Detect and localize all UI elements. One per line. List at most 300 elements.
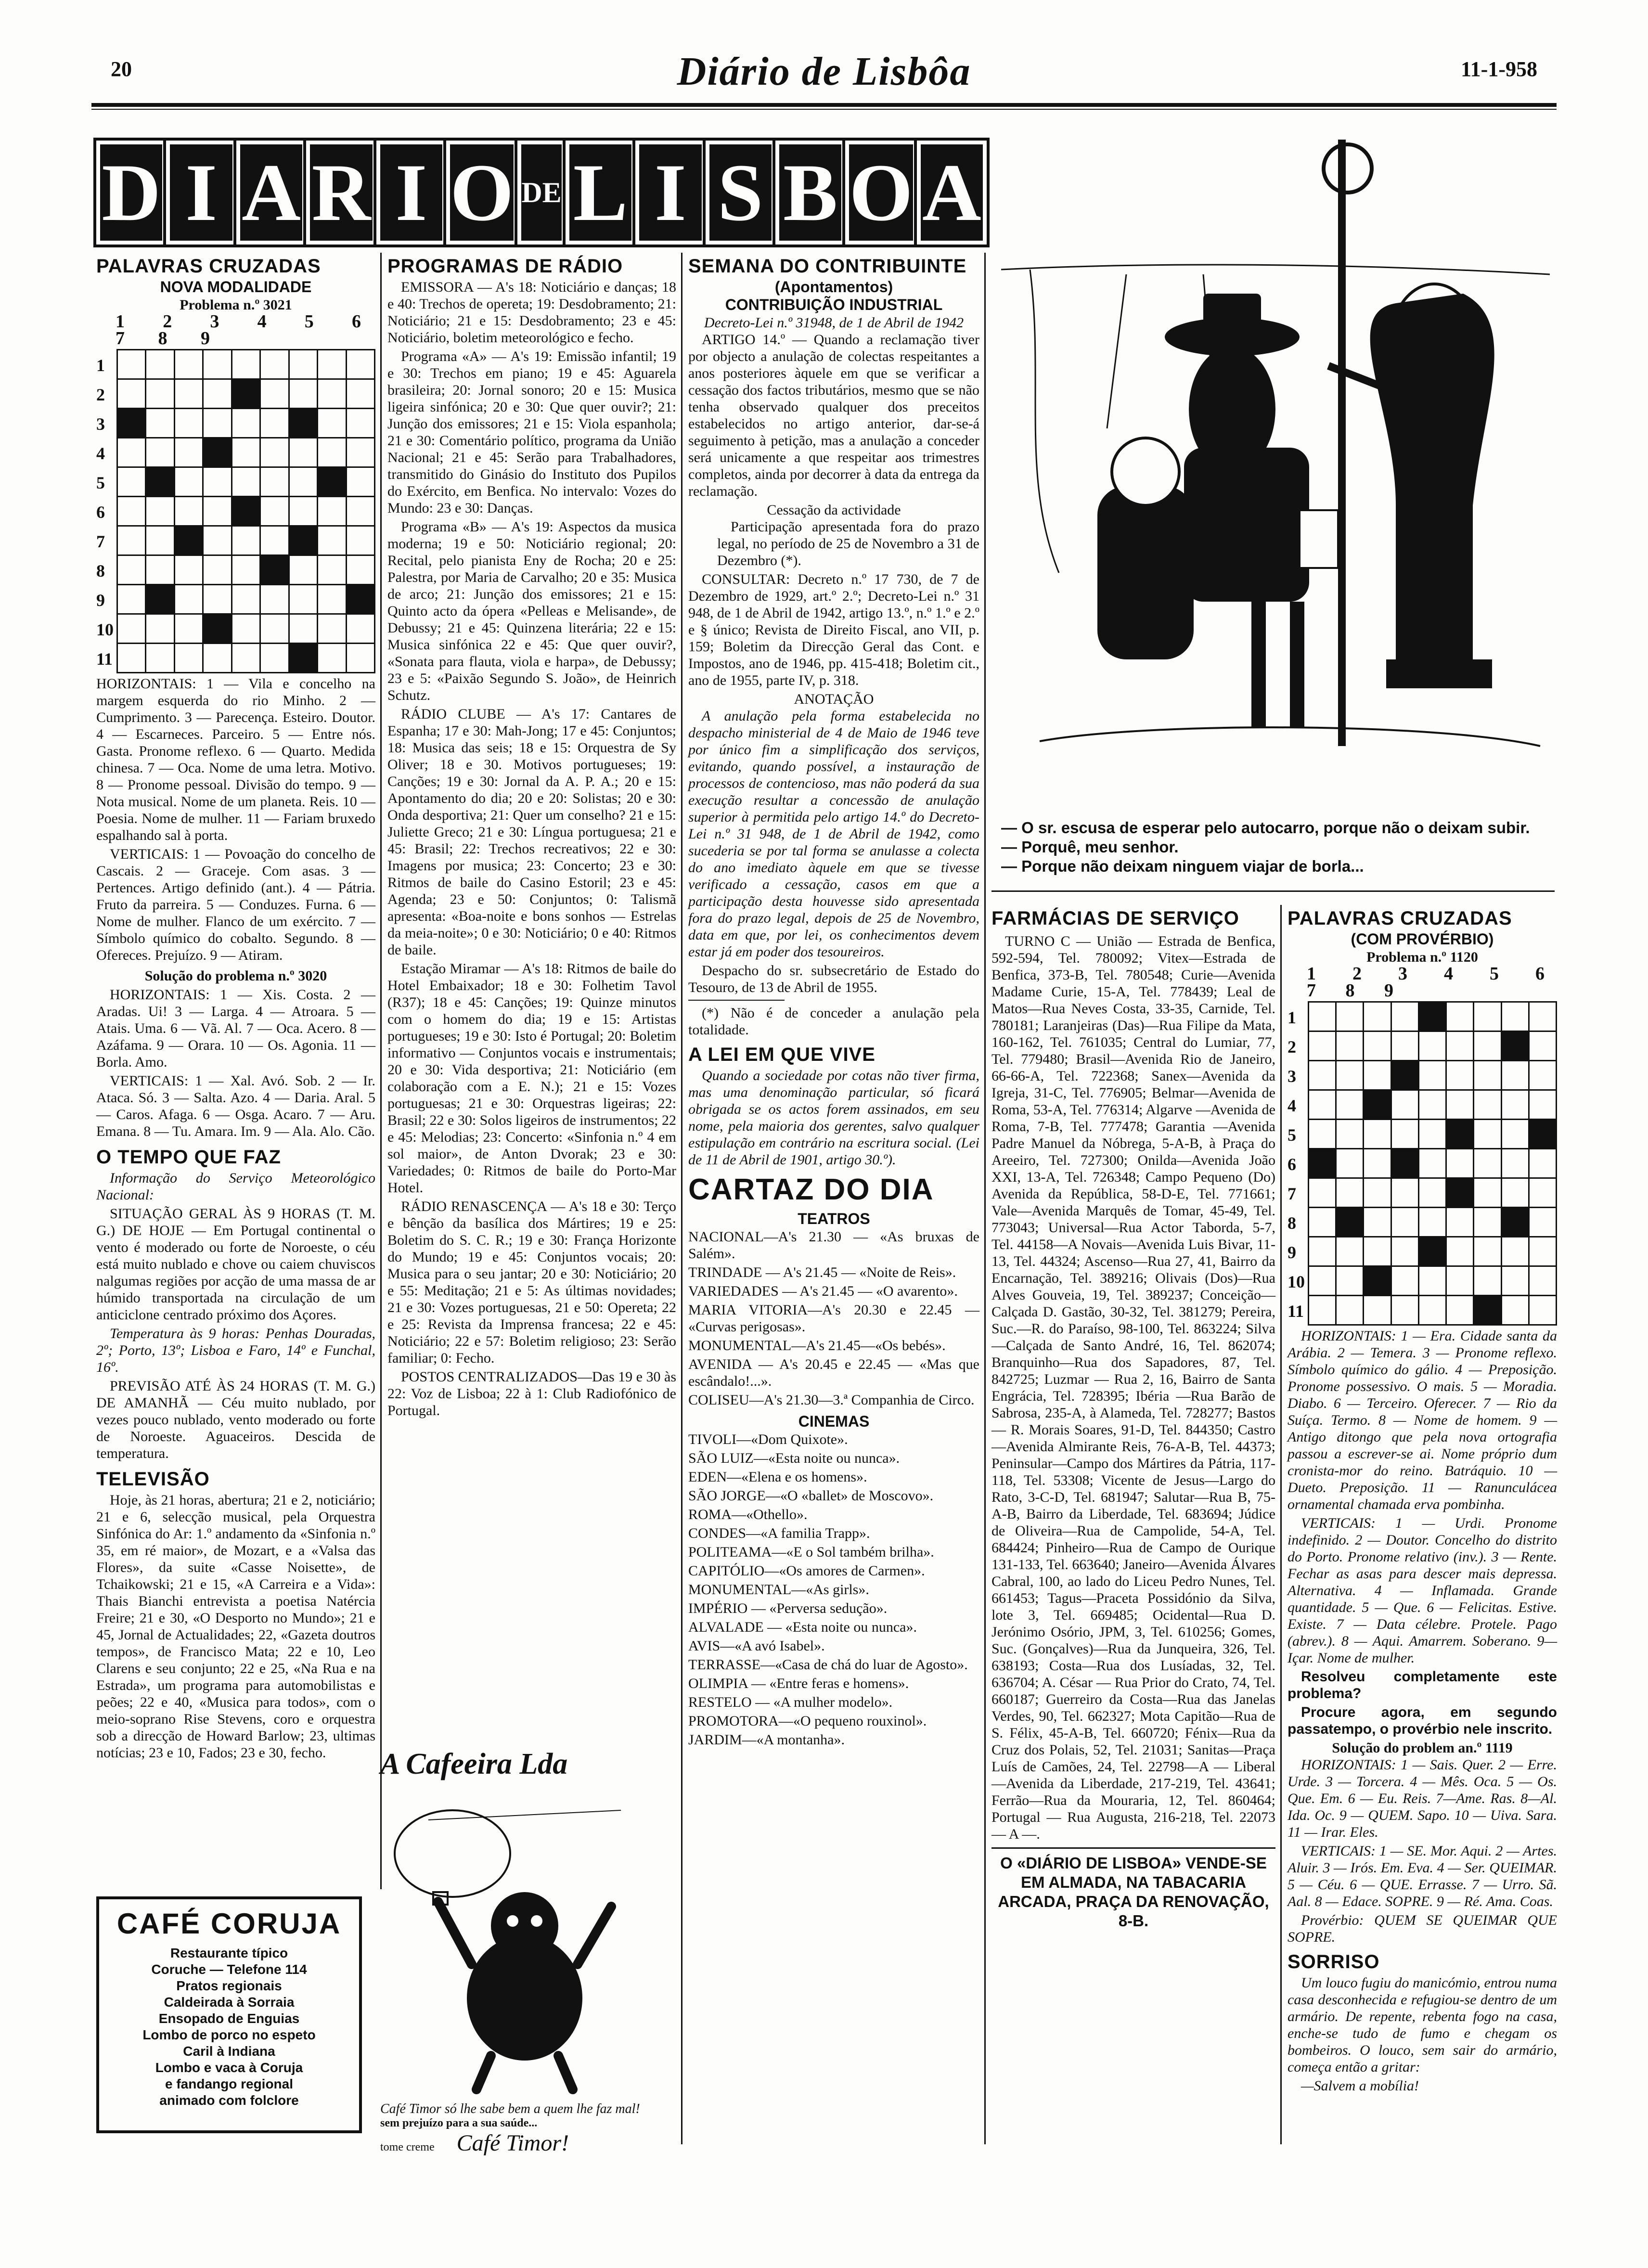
crossword-cell[interactable] <box>346 614 375 644</box>
crossword-cell[interactable] <box>1391 1178 1418 1208</box>
crossword-cell[interactable] <box>1474 1002 1501 1031</box>
crossword-cell[interactable] <box>146 644 174 673</box>
crossword-cell[interactable] <box>1391 1149 1418 1178</box>
crossword-left-row-numbers <box>96 351 114 674</box>
crossword-cell[interactable] <box>1418 1178 1446 1208</box>
crossword-cell[interactable] <box>1446 1090 1474 1120</box>
farmacias-text: TURNO C — União — Estrada de Benfica, 592-594, Tel. 780092; Vitex—Estrada de Benfica, 373-B, Tel. 780548; Curie—Avenida Madame Curie, 15-A, Tel. 778439; Leal de Matos—Rua Neves Costa, 33-35, Carnide, Tel. 780181; Laranjeiras (Das)—Rua Filipe da Mata, 160-162, Tel. 761035; Central do Lumiar, 77, Tel. 779480; Brasil—Avenida Rio de Janeiro, 66-66-A, Tel. 722368; Sanex—Avenida da Igreja, 31-C, Tel. 776905; Belmar—Avenida de Roma, 53-A, Tel. 776314; Algarve —Avenida de Roma, 7-B, Tel. 777478; Garantia —Avenida Padre Manuel da Nóbrega, 5-A-B, à Praça do Areeiro, Tel. 727300; Onilda—Avenida João XXI, 13-A, Tel. 726348; Campo Pequeno (Do) Avenida da República, 58-D-E, Tel. 771661; Vale—Avenida Marquês de Tomar, 45-49, Tel. 773043; Universal—Rua Actor Taborda, 5-7, Tel. 44158—A Novais—Avenida Luis Bivar, 11-13, Tel. 44324; Ascenso—Rua 27, 41, Bairro da Encarnação, Tel. 389216; Olivais (Dos)—Rua Alves Gouveia, 19, Tel. 389237; Conceição—Calçada D. Gastão, 30-32, Tel. 381279; Pereira, Suc.—R. do Paraíso, 98-100, Tel. 863224; Silva—Calçada de Santo André, 16, Tel. 862074; Branquinho—Rua dos Sapadores, 87, Tel. 842725; Luzmar — Rua 2, 16, Bairro de Santa Engrácia, Tel. 728395; Ibéria —Rua Barão de Sabrosa, 235-A, à Alameda, Tel. 728277; Bastos — R. Morais Soares, 91-D, Tel. 844350; Castro—Avenida Almirante Reis, 76-A-B, Tel. 44373; Peninsular—Campo dos Mártires da Pátria, 117-118, Tel. 53308; Vicente de Jesus—Largo do Rato, 3-C-D, Tel. 681947; Salutar—Rua B, 75-A-B, Bairro da Liberdade, Tel. 683694; Júdice de Oliveira—Rua de Campolide, 54-A, Tel. 684424; Pinheiro—Rua de Campo de Ourique 131-133, Tel. 663640; Janeiro—Avenida Álvares Cabral, 100, ao lado do Liceu Pedro Nunes, Tel. 661453; Tagus—Praceta Possidónio da Silva, lote 3, Tel. 669485; Ocidental—Rua D. Jerónimo Osório, JPM, 3, Tel. 610256; Gomes, Suc. (Gonçalves)—Rua da Junqueira, 326, Tel. 638193; Costa—Rua dos Lusíadas, 32, Tel. 636704; A. César — Rua Prior do Crato, 74, Tel. 660187; Guerreiro da Costa—Rua das Janelas Verdes, 90, Tel. 662327; Mota Capitão—Rua de S. Félix, 45-A-B, Tel. 660720; Fénix—Rua da Cruz dos Polais, 52, Tel. 21031; Sanitas—Praça Luís de Camões, 24, Tel. 22798—A — Liberal—Avenida da Liberdade, 217-219, Tel. 43641; Ferrão—Rua da Mouraria, 12, Tel. 860464; Portugal — Rua Augusta, 216-218, Tel. 22073 — A —. <box>991 933 1275 1842</box>
contribuinte-quote: Participação apresentada fora do prazo legal, no período de 25 de Novembro a 31 de Dezembro (*). <box>717 519 979 568</box>
crossword-cell[interactable] <box>1309 1002 1336 1031</box>
crossword-cell[interactable] <box>1309 1120 1336 1149</box>
crossword-row-number: 4 <box>1288 1096 1296 1115</box>
crossword-cell[interactable] <box>1501 1031 1529 1061</box>
crossword-cell[interactable] <box>1391 1237 1418 1266</box>
crossword-cell[interactable] <box>1501 1178 1529 1208</box>
crossword-cell[interactable] <box>1418 1002 1446 1031</box>
crossword-cell[interactable] <box>1529 1090 1556 1120</box>
crossword-left-col-numbers: 1 2 3 4 5 6 7 8 9 <box>116 311 375 348</box>
crossword-cell[interactable] <box>117 438 146 467</box>
crossword-right-solution-h: HORIZONTAIS: 1 — Sais. Quer. 2 — Erre. Urde. 3 — Torcera. 4 — Mês. Oca. 5 — Os. Que. Em. 6 — Eu. Reis. 7—Ame. Ras. 8—Al. Ida. Oc. 9 — QUEM. Sapo. 10 — Uiva. Sara. 11 — Irar. Eles. <box>1288 1757 1557 1840</box>
banner-letter: S <box>706 141 775 245</box>
crossword-cell[interactable] <box>1474 1031 1501 1061</box>
crossword-cell[interactable] <box>1474 1090 1501 1120</box>
cinema-listing: IMPÉRIO — «Perversa sedução». <box>688 1600 888 1616</box>
crossword-cell[interactable] <box>260 438 289 467</box>
crossword-cell[interactable] <box>232 644 260 673</box>
crossword-cell[interactable] <box>1474 1266 1501 1296</box>
crossword-cell[interactable] <box>203 614 232 644</box>
cinema-listing: SÃO JORGE—«O «ballet» de Moscovo». <box>688 1488 934 1504</box>
crossword-cell[interactable] <box>289 467 317 497</box>
crossword-cell[interactable] <box>1474 1237 1501 1266</box>
tempo-p2: Temperatura às 9 horas: Penhas Douradas, 2º; Porto, 13º; Lisboa e Faro, 14º e Funchal, 16º. <box>96 1326 375 1375</box>
crossword-cell[interactable] <box>260 555 289 585</box>
crossword-cell[interactable] <box>1391 1002 1418 1031</box>
cinema-listing: CAPITÓLIO—«Os amores de Carmen». <box>688 1563 925 1579</box>
teatro-listing: VARIEDADES — A's 21.45 — «O avarento». <box>688 1283 958 1299</box>
cartoon-rule <box>991 890 1555 892</box>
crossword-cell[interactable] <box>1418 1120 1446 1149</box>
teatro-listing: COLISEU—A's 21.30—3.ª Companhia de Circo. <box>688 1392 975 1408</box>
crossword-cell[interactable] <box>1529 1208 1556 1237</box>
cafe-coruja-line: Caldeirada à Sorraia <box>164 1995 295 2010</box>
crossword-cell[interactable] <box>1309 1031 1336 1061</box>
sorriso-title: SORRISO <box>1288 1951 1380 1972</box>
crossword-cell[interactable] <box>1446 1149 1474 1178</box>
crossword-cell[interactable] <box>203 644 232 673</box>
crossword-cell[interactable] <box>117 585 146 614</box>
crossword-cell[interactable] <box>1336 1237 1364 1266</box>
crossword-cell[interactable] <box>1474 1120 1501 1149</box>
crossword-right-horizontais: HORIZONTAIS: 1 — Era. Cidade santa da Arábia. 2 — Temera. 3 — Pronome reflexo. Símbolo químico do gálio. 4 — Preposição. Pronome possessivo. O mais. 5 — Moradia. Diabo. 6 — Terceiro. Oferecer. 7 — Rio da Suíça. Termo. 8 — Nome de homem. 9 — Antigo ditongo que pela nova ortografia passou a escrever-se ai. Nome próprio dum cronista-mor do reino. Batráquio. 10 — Dueto. Preposição. 11 — Ranunculácea ornamental chamada erva pombinha. <box>1288 1328 1557 1512</box>
crossword-cell[interactable] <box>260 614 289 644</box>
crossword-cell[interactable] <box>1364 1266 1391 1296</box>
crossword-cell[interactable] <box>346 497 375 526</box>
almada-notice: O «DIÁRIO DE LISBOA» VENDE-SE EM ALMADA, NA TABACARIA ARCADA, PRAÇA DA RENOVAÇÃO, 8-B. <box>998 1854 1269 1930</box>
crossword-cell[interactable] <box>1529 1178 1556 1208</box>
crossword-right-grid[interactable] <box>1308 1001 1557 1326</box>
crossword-cell[interactable] <box>1446 1178 1474 1208</box>
crossword-right-solution-v: VERTICAIS: 1 — SE. Mor. Aqui. 2 — Artes. Aluir. 3 — Irós. Em. Eva. 4 — Ser. QUEIMAR. 5 — Céu. 6 — QUE. Errasse. 7 — Urro. Sã. Aal. 8 — Edace. SOPRE. 9 — Ré. Ama. Coas. <box>1288 1843 1557 1909</box>
crossword-cell[interactable] <box>346 555 375 585</box>
crossword-cell[interactable] <box>232 585 260 614</box>
crossword-cell[interactable] <box>146 555 174 585</box>
crossword-right-proverbio: Provérbio: QUEM SE QUEIMAR QUE SOPRE. <box>1288 1912 1557 1945</box>
crossword-cell[interactable] <box>1529 1120 1556 1149</box>
crossword-cell[interactable] <box>146 526 174 555</box>
crossword-cell[interactable] <box>1336 1061 1364 1090</box>
crossword-cell[interactable] <box>1309 1061 1336 1090</box>
crossword-right-row-numbers <box>1288 1003 1305 1326</box>
cafe-coruja-lines <box>99 1945 359 2109</box>
crossword-cell[interactable] <box>289 585 317 614</box>
crossword-cell[interactable] <box>1336 1266 1364 1296</box>
crossword-cell[interactable] <box>1474 1149 1501 1178</box>
crossword-left-problem: Problema n.º 3021 <box>180 297 292 313</box>
cinemas-title: CINEMAS <box>798 1413 870 1430</box>
farmacias-title: FARMÁCIAS DE SERVIÇO <box>991 908 1239 929</box>
crossword-cell[interactable] <box>260 409 289 438</box>
crossword-cell[interactable] <box>1418 1266 1446 1296</box>
crossword-cell[interactable] <box>260 350 289 379</box>
crossword-cell[interactable] <box>1336 1002 1364 1031</box>
crossword-cell[interactable] <box>174 526 203 555</box>
contribuinte-nota: (*) Não é de conceder a anulação pela totalidade. <box>688 1005 979 1038</box>
cinema-listing: JARDIM—«A montanha». <box>688 1732 845 1748</box>
crossword-cell[interactable] <box>1501 1237 1529 1266</box>
crossword-cell[interactable] <box>1391 1208 1418 1237</box>
radio-paragraph: RÁDIO RENASCENÇA — A's 18 e 30: Terço e bênção da basílica dos Mártires; 19 e 25: Boletim do S. C. R.; 19 e 30: França Horizonte do Mundo; 19 e 45: Conjuntos vocais; 20: Musica para o seu jantar; 20 e 30: Noticiário; 20 e 55: Meditação; 21 e 5: As últimas novidades; 21 e 30: Vozes portuguesas, 21 e 50: Opereta; 22 e 25: Revista da Imprensa francesa; 22 e 45: Noticiário; 22 e 57: Boletim religioso; 23: Serão familiar; 0: Fecho. <box>387 1198 676 1366</box>
crossword-cell[interactable] <box>318 409 346 438</box>
crossword-cell[interactable] <box>260 585 289 614</box>
crossword-cell[interactable] <box>1446 1237 1474 1266</box>
crossword-cell[interactable] <box>117 644 146 673</box>
crossword-cell[interactable] <box>318 526 346 555</box>
radio-paragraph: Programa «A» — A's 19: Emissão infantil; 19 e 30: Trechos em piano; 19 e 45: Aguarela brasileira; 20: Jornal sonoro; 20 e 15: Musica ligeira sinfónica; 20 e 30: Que quer ouvir?; 21: Junção dos emissores; 21 e 15: Viola espanhola; 21 e 30: Comentário político, programa da União Nacional; 21 e 45: Serão para Trabalhadores, transmitido do Ginásio do Instituto dos Pupilos do Exército, em Benfica. No intervalo: Vozes do Mundo: 23 e 30: Danças. <box>387 348 676 516</box>
crossword-cell[interactable] <box>203 350 232 379</box>
crossword-cell[interactable] <box>174 379 203 409</box>
crossword-cell[interactable] <box>346 585 375 614</box>
crossword-cell[interactable] <box>289 438 317 467</box>
crossword-cell[interactable] <box>289 379 317 409</box>
crossword-cell[interactable] <box>1309 1296 1336 1325</box>
crossword-cell[interactable] <box>1336 1149 1364 1178</box>
crossword-cell[interactable] <box>346 438 375 467</box>
crossword-left-solution-h: HORIZONTAIS: 1 — Xis. Costa. 2 — Aradas. Ui! 3 — Larga. 4 — Atroara. 5 — Atais. Uma. 6 — Vã. Al. 7 — Oca. Acero. 8 — Azáfama. 9 — Orara. 10 — Os. Agonia. 11 — Borla. Amo. <box>96 987 375 1070</box>
tempo-p1: SITUAÇÃO GERAL ÀS 9 HORAS (T. M. G.) DE HOJE — Em Portugal continental o vento é moderado ou forte de Noroeste, o céu está muito nublado e chove ou caiem chuviscos nalgumas regiões por acção de uma massa de ar húmido transportada na circulação de um anticiclone centrado próximo dos Açores. <box>96 1206 375 1323</box>
cafe-timor-illustration <box>380 1781 669 2099</box>
crossword-cell[interactable] <box>260 526 289 555</box>
crossword-cell[interactable] <box>232 350 260 379</box>
crossword-cell[interactable] <box>1529 1266 1556 1296</box>
banner-letter: I <box>376 141 446 245</box>
page-number: 20 <box>111 57 132 81</box>
column-divider <box>380 253 382 1889</box>
contribuinte-sub2: CONTRIBUIÇÃO INDUSTRIAL <box>725 296 943 313</box>
issue-date: 11-1-958 <box>1461 57 1537 81</box>
crossword-cell[interactable] <box>346 379 375 409</box>
crossword-cell[interactable] <box>174 409 203 438</box>
crossword-cell[interactable] <box>1336 1208 1364 1237</box>
crossword-cell[interactable] <box>1446 1266 1474 1296</box>
crossword-cell[interactable] <box>1501 1149 1529 1178</box>
crossword-cell[interactable] <box>117 526 146 555</box>
crossword-row-number: 1 <box>96 356 105 375</box>
crossword-cell[interactable] <box>232 555 260 585</box>
crossword-cell[interactable] <box>1418 1237 1446 1266</box>
cafe-coruja-line: Coruche — Telefone 114 <box>151 1962 307 1977</box>
crossword-cell[interactable] <box>1364 1002 1391 1031</box>
crossword-cell[interactable] <box>146 497 174 526</box>
crossword-cell[interactable] <box>146 350 174 379</box>
crossword-cell[interactable] <box>1336 1090 1364 1120</box>
cafe-timor-slogan: Café Timor só lhe sabe bem a quem lhe faz mal! <box>380 2101 640 2116</box>
crossword-cell[interactable] <box>1364 1061 1391 1090</box>
crossword-cell[interactable] <box>1418 1061 1446 1090</box>
crossword-row-number: 5 <box>96 473 105 492</box>
crossword-cell[interactable] <box>260 644 289 673</box>
crossword-cell[interactable] <box>318 555 346 585</box>
crossword-cell[interactable] <box>174 644 203 673</box>
column-divider <box>681 253 682 2144</box>
crossword-cell[interactable] <box>1391 1296 1418 1325</box>
crossword-cell[interactable] <box>1391 1266 1418 1296</box>
crossword-left-verticais: VERTICAIS: 1 — Povoação do concelho de Cascais. 2 — Graceje. Com asas. 3 — Pertences. Artigo definido (ant.). 4 — Pátria. Fruto da parreira. 5 — Conduzes. Furna. 6 — Nome de mulher. Flanco de um exército. 7 — Símbolo químico do cobalto. Segundo. 8 — Ofereces. Prejuízo. 9 — Atiram. <box>96 846 375 963</box>
crossword-row-number: 10 <box>96 620 114 639</box>
crossword-cell[interactable] <box>1501 1090 1529 1120</box>
contribuinte-p1: ARTIGO 14.º — Quando a reclamação tiver por objecto a anulação de colectas respeitantes a anos posteriores àquele em que se verificar a cessação dos factos tributários, mesmo que se não tenha observado qualquer dos preceitos estabelecidos no artigo anterior, dar-se-á seguimento à petição, mas a anulação a conceder será unicamente a que respeitar aos trimestres completos, ainda por decorrer à data da entrega da reclamação. <box>688 332 979 499</box>
crossword-cell[interactable] <box>117 497 146 526</box>
crossword-cell[interactable] <box>117 467 146 497</box>
crossword-cell[interactable] <box>318 467 346 497</box>
crossword-cell[interactable] <box>203 526 232 555</box>
crossword-cell[interactable] <box>318 614 346 644</box>
cartoon-caption-3: — Porque não deixam ninguem viajar de borla... <box>1001 857 1364 875</box>
crossword-cell[interactable] <box>346 526 375 555</box>
crossword-right-resolveu: Resolveu completamente este problema? <box>1288 1669 1557 1701</box>
crossword-right-procure: Procure agora, em segundo passatempo, o provérbio nele inscrito. <box>1288 1704 1557 1737</box>
crossword-cell[interactable] <box>1391 1061 1418 1090</box>
crossword-cell[interactable] <box>1418 1208 1446 1237</box>
lei-title: A LEI EM QUE VIVE <box>688 1044 876 1065</box>
crossword-cell[interactable] <box>146 379 174 409</box>
crossword-cell[interactable] <box>289 409 317 438</box>
radio-paragraph: Estação Miramar — A's 18: Ritmos de baile do Hotel Embaixador; 18 e 30: Folhetim Tavol (R37); 18 e 45: Canções; 19: Quinze minutos com o homem do dia; 19 e 15: Artistas portugueses; 19 e 30: Isto é Portugal; 20: Boletim informativo — Conjuntos vocais e instrumentais; 20 e 30: Vida desportiva; 21: Noticiário (em colaboração com a E. N.); 21 e 15: Vozes portuguesas; 21 e 30: Orquestras ligeiras; 22: Brasil; 22 e 30: Solos ligeiros de instrumentos; 22 e 45: Melodias; 23: Concerto: «Sinfonia n.º 4 em sol maior», de Anton Dvorak; 23 e 30: Variedades; 0: Ritmos de baile do Porto-Mar Hotel. <box>387 961 676 1196</box>
crossword-cell[interactable] <box>1309 1090 1336 1120</box>
crossword-cell[interactable] <box>1364 1237 1391 1266</box>
crossword-cell[interactable] <box>1418 1090 1446 1120</box>
crossword-cell[interactable] <box>1309 1178 1336 1208</box>
teatro-listing: MONUMENTAL—A's 21.45—«Os bebés». <box>688 1338 946 1353</box>
contribuinte-title: SEMANA DO CONTRIBUINTE <box>688 256 967 277</box>
crossword-cell[interactable] <box>174 467 203 497</box>
crossword-cell[interactable] <box>289 555 317 585</box>
crossword-cell[interactable] <box>289 350 317 379</box>
crossword-cell[interactable] <box>117 350 146 379</box>
crossword-cell[interactable] <box>260 497 289 526</box>
crossword-cell[interactable] <box>1501 1296 1529 1325</box>
crossword-cell[interactable] <box>1391 1090 1418 1120</box>
crossword-cell[interactable] <box>289 644 317 673</box>
contribuinte-anotacao-title: ANOTAÇÃO <box>794 691 874 707</box>
crossword-cell[interactable] <box>260 467 289 497</box>
crossword-cell[interactable] <box>1364 1296 1391 1325</box>
crossword-cell[interactable] <box>1474 1296 1501 1325</box>
crossword-row-number: 7 <box>96 532 105 551</box>
crossword-cell[interactable] <box>1446 1296 1474 1325</box>
crossword-cell[interactable] <box>117 409 146 438</box>
crossword-cell[interactable] <box>1309 1266 1336 1296</box>
crossword-cell[interactable] <box>203 379 232 409</box>
crossword-cell[interactable] <box>1309 1149 1336 1178</box>
contribuinte-p2: CONSULTAR: Decreto n.º 17 730, de 7 de Dezembro de 1929, art.º 2.º; Decreto-Lei n.º 31 948, de 1 de Abril de 1942, artigo 13.º, n.º 1.º e 2.º e § único; Revista de Direito Fiscal, ano VII, p. 159; Boletim da Direcção Geral das Cont. e Impostos, ano de 1946, pp. 415-418; Boletim cit., ano de 1955, parte IV, p. 318. <box>688 571 979 688</box>
crossword-cell[interactable] <box>203 467 232 497</box>
crossword-cell[interactable] <box>346 409 375 438</box>
crossword-cell[interactable] <box>289 497 317 526</box>
crossword-cell[interactable] <box>1529 1031 1556 1061</box>
crossword-cell[interactable] <box>1364 1090 1391 1120</box>
televisao-title: TELEVISÃO <box>96 1469 210 1490</box>
crossword-cell[interactable] <box>146 409 174 438</box>
radio-paragraph: RÁDIO CLUBE — A's 17: Cantares de Espanha; 17 e 30: Mah-Jong; 17 e 45: Conjuntos; 18: Musica das seis; 18 e 15: Orquestra de Sy Oliver; 18 e 30. Motivos portugueses; 19: Canções; 19 e 30: Jornal da A. P. A.; 20 e 15: Apontamento do dia; 20 e 20: Solistas; 20 e 30: Onda desportiva; 21: Quer um conselho? 21 e 15: Juliette Greco; 21 e 30: Língua portuguesa; 21 e 45: Brasil; 22: Trechos recreativos; 22 e 30: Imagens por musica; 23: Concerto; 23 e 30: Ritmos de baile do Casino Estoril; 23 e 45: Agenda; 23 e 50: Conjuntos; 0: Talismã apresenta: «Boa-noite e bons sonhos — Estrelas da meia-noite»; 0 e 30: Noticiário; 0 e 40: Ritmos de baile. <box>387 706 676 958</box>
header-rule <box>91 103 1557 107</box>
crossword-cell[interactable] <box>1501 1120 1529 1149</box>
crossword-cell[interactable] <box>232 467 260 497</box>
crossword-cell[interactable] <box>146 467 174 497</box>
crossword-row-number: 2 <box>96 385 105 404</box>
crossword-cell[interactable] <box>1364 1031 1391 1061</box>
crossword-cell[interactable] <box>232 497 260 526</box>
crossword-cell[interactable] <box>1391 1031 1418 1061</box>
crossword-cell[interactable] <box>260 379 289 409</box>
crossword-cell[interactable] <box>1336 1178 1364 1208</box>
crossword-cell[interactable] <box>318 350 346 379</box>
banner-letter: I <box>166 141 236 245</box>
crossword-row-number: 10 <box>1288 1272 1305 1291</box>
crossword-row-number: 9 <box>96 591 105 610</box>
crossword-cell[interactable] <box>1446 1061 1474 1090</box>
crossword-right-col-numbers: 1 2 3 4 5 6 7 8 9 <box>1307 964 1557 1001</box>
cafe-coruja-line: animado com folclore <box>159 2093 299 2108</box>
crossword-cell[interactable] <box>146 585 174 614</box>
crossword-cell[interactable] <box>203 497 232 526</box>
crossword-cell[interactable] <box>146 438 174 467</box>
cafe-timor-signature: Café Timor! <box>456 2130 569 2156</box>
cafe-timor-line2: tome creme <box>380 2141 435 2153</box>
crossword-cell[interactable] <box>318 497 346 526</box>
teatro-listing: NACIONAL—A's 21.30 — «As bruxas de Salém». <box>688 1229 979 1262</box>
crossword-cell[interactable] <box>174 438 203 467</box>
crossword-row-number: 4 <box>96 444 105 463</box>
crossword-cell[interactable] <box>289 526 317 555</box>
banner-letter: DE <box>517 141 565 245</box>
column-divider <box>984 253 986 2144</box>
crossword-left-horizontais: HORIZONTAIS: 1 — Vila e concelho na margem esquerda do rio Minho. 2 — Cumprimento. 3 — Parecença. Esteiro. Doutor. 4 — Escarneces. Parceiro. 5 — Entre nós. Gasta. Pronome reflexo. 6 — Quarto. Medida chinesa. 7 — Oca. Nome de uma letra. Motivo. 8 — Pronome pessoal. Divisão do tempo. 9 — Nota musical. Nome de um planeta. Reis. 10 — Poesia. Nome de mulher. 11 — Fariam bruxedo espalhando sal à porta. <box>96 676 375 843</box>
crossword-cell[interactable] <box>1529 1149 1556 1178</box>
crossword-cell[interactable] <box>174 585 203 614</box>
crossword-row-number: 5 <box>1288 1125 1296 1145</box>
crossword-cell[interactable] <box>1529 1237 1556 1266</box>
crossword-row-number: 7 <box>1288 1184 1296 1203</box>
crossword-cell[interactable] <box>289 614 317 644</box>
crossword-cell[interactable] <box>1501 1002 1529 1031</box>
tempo-title: O TEMPO QUE FAZ <box>96 1147 281 1168</box>
crossword-left-grid[interactable] <box>116 349 375 673</box>
crossword-right-problem: Problema n.º 1120 <box>1366 949 1478 965</box>
crossword-cell[interactable] <box>203 438 232 467</box>
crossword-cell[interactable] <box>232 614 260 644</box>
contribuinte-cessacao: Cessação da actividade <box>767 502 901 518</box>
crossword-cell[interactable] <box>1446 1208 1474 1237</box>
cinema-listing: POLITEAMA—«E o Sol também brilha». <box>688 1544 934 1560</box>
crossword-cell[interactable] <box>346 644 375 673</box>
crossword-row-number: 6 <box>96 503 105 522</box>
crossword-cell[interactable] <box>174 497 203 526</box>
banner-letters <box>96 140 987 245</box>
crossword-cell[interactable] <box>117 379 146 409</box>
banner-letter: A <box>917 141 987 245</box>
crossword-cell[interactable] <box>318 585 346 614</box>
sorriso-text: Um louco fugiu do manicómio, entrou numa casa desconhecida e refugiou-se dentro de um armário. De repente, rebenta fogo na casa, enche-se tudo de fumo e chegam os bombeiros. O louco, sem sair do armário, começa então a gritar: <box>1288 1975 1557 2075</box>
crossword-cell[interactable] <box>1474 1178 1501 1208</box>
crossword-cell[interactable] <box>203 585 232 614</box>
banner-letter: L <box>566 141 635 245</box>
crossword-cell[interactable] <box>1529 1002 1556 1031</box>
crossword-cell[interactable] <box>1446 1120 1474 1149</box>
crossword-row-number: 11 <box>96 649 113 669</box>
cinema-listing: EDEN—«Elena e os homens». <box>688 1469 867 1485</box>
crossword-cell[interactable] <box>1336 1031 1364 1061</box>
crossword-cell[interactable] <box>1391 1120 1418 1149</box>
crossword-cell[interactable] <box>346 467 375 497</box>
crossword-cell[interactable] <box>1501 1266 1529 1296</box>
cinema-listing: MONUMENTAL—«As girls». <box>688 1582 869 1598</box>
crossword-cell[interactable] <box>203 555 232 585</box>
crossword-cell[interactable] <box>1529 1296 1556 1325</box>
banner-letter: R <box>306 141 376 245</box>
crossword-cell[interactable] <box>203 409 232 438</box>
crossword-cell[interactable] <box>232 526 260 555</box>
crossword-cell[interactable] <box>318 379 346 409</box>
crossword-cell[interactable] <box>1364 1149 1391 1178</box>
radio-paragraph: POSTOS CENTRALIZADOS—Das 19 e 30 às 22: Voz de Lisboa; 22 à 1: Club Radiofónico de Portugal. <box>387 1369 676 1418</box>
cartoon-caption-1: — O sr. escusa de esperar pelo autocarro, porque não o deixam subir. <box>1001 819 1530 837</box>
crossword-cell[interactable] <box>117 614 146 644</box>
crossword-cell[interactable] <box>174 350 203 379</box>
crossword-cell[interactable] <box>1474 1061 1501 1090</box>
crossword-cell[interactable] <box>1501 1061 1529 1090</box>
tempo-p3: PREVISÃO ATÉ ÀS 24 HORAS (T. M. G.) DE AMANHÃ — Céu muito nublado, por vezes pouco nublado, vento moderado ou forte de Noroeste. Aguaceiros. Descida de temperatura. <box>96 1378 375 1461</box>
crossword-cell[interactable] <box>232 438 260 467</box>
crossword-cell[interactable] <box>1336 1120 1364 1149</box>
crossword-cell[interactable] <box>146 614 174 644</box>
cartaz-title: CARTAZ DO DIA <box>688 1173 934 1206</box>
crossword-cell[interactable] <box>1474 1208 1501 1237</box>
crossword-cell[interactable] <box>1364 1208 1391 1237</box>
radio-paragraph: Programa «B» — A's 19: Aspectos da musica moderna; 19 e 50: Noticiário regional; 20: Recital, pelo pianista Eny de Rocha; 20 e 25: Palestra, por Maria de Carvalho; 20 e 35: Musica de arco; 21: Junção dos emissores; 21 e 15: Quinto acto da ópera «Pelleas e Melisande», de Debussy; 21 e 45: Quinzena literária; 22 e 15: Musica sinfónica 22 e 45: Que quer ouvir?, «Sonata para flauta, viola e harpa», de Debussy; 23 e 5: «Paixão Segundo S. João», de Heinrich Schutz. <box>387 519 676 703</box>
crossword-cell[interactable] <box>174 555 203 585</box>
crossword-cell[interactable] <box>1418 1149 1446 1178</box>
crossword-row-number: 1 <box>1288 1008 1296 1027</box>
crossword-cell[interactable] <box>1309 1237 1336 1266</box>
crossword-cell[interactable] <box>1309 1208 1336 1237</box>
crossword-cell[interactable] <box>318 438 346 467</box>
radio-title: PROGRAMAS DE RÁDIO <box>387 256 623 277</box>
crossword-cell[interactable] <box>232 409 260 438</box>
crossword-cell[interactable] <box>1418 1296 1446 1325</box>
crossword-row-number: 8 <box>1288 1213 1296 1233</box>
crossword-cell[interactable] <box>1446 1031 1474 1061</box>
crossword-cell[interactable] <box>1364 1178 1391 1208</box>
cafe-timor-brand: A Cafeeira Lda <box>380 1748 568 1780</box>
cartoon-illustration <box>1001 140 1550 809</box>
crossword-cell[interactable] <box>1336 1296 1364 1325</box>
crossword-row-number: 3 <box>96 414 105 434</box>
crossword-cell[interactable] <box>1364 1120 1391 1149</box>
page-header <box>111 48 1537 101</box>
crossword-cell[interactable] <box>1446 1002 1474 1031</box>
crossword-cell[interactable] <box>346 350 375 379</box>
crossword-cell[interactable] <box>1418 1031 1446 1061</box>
cafe-coruja-line: Restaurante típico <box>170 1946 288 1960</box>
cinema-listing: TERRASSE—«Casa de chá do luar de Agosto». <box>688 1657 968 1673</box>
crossword-cell[interactable] <box>174 614 203 644</box>
crossword-cell[interactable] <box>1501 1208 1529 1237</box>
crossword-cell[interactable] <box>232 379 260 409</box>
crossword-cell[interactable] <box>318 644 346 673</box>
crossword-cell[interactable] <box>117 555 146 585</box>
crossword-cell[interactable] <box>1529 1061 1556 1090</box>
